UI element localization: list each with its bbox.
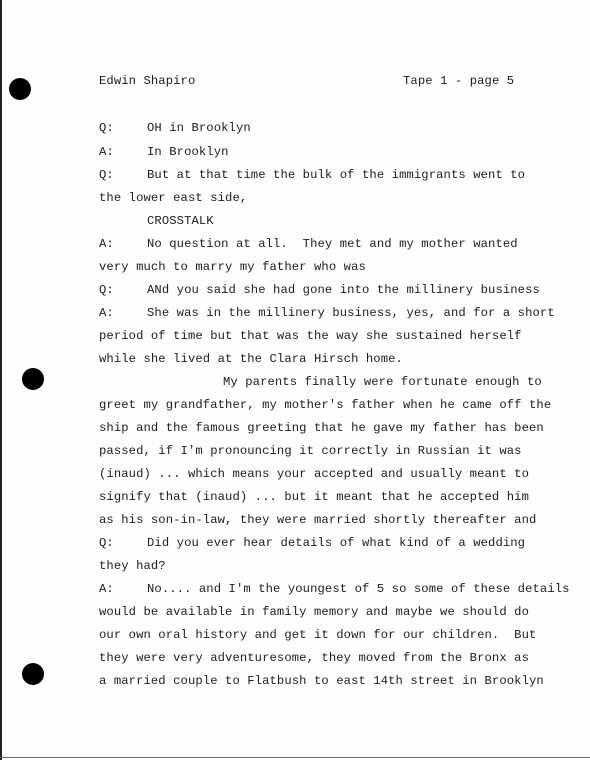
page-label: Tape 1 - page 5 [403, 74, 515, 88]
transcript-line: My parents finally were fortunate enough to [223, 375, 542, 389]
transcript-line: our own oral history and get it down for our children. But [99, 628, 537, 642]
transcript-line: they were very adventuresome, they moved from the Bronx as [99, 651, 529, 665]
speaker-label: Q: [99, 536, 114, 550]
transcript-line: passed, if I'm pronouncing it correctly in Russian it was [99, 444, 522, 458]
transcript-line: signify that (inaud) ... but it meant that he accepted him [99, 490, 529, 504]
transcript-line: a married couple to Flatbush to east 14th street in Brooklyn [99, 674, 544, 688]
transcript-line: In Brooklyn [147, 145, 229, 159]
transcript-line: period of time but that was the way she sustained herself [99, 329, 522, 343]
transcript-line: (inaud) ... which means your accepted and usually meant to [99, 467, 529, 481]
speaker-label: Q: [99, 121, 114, 135]
transcript-line: But at that time the bulk of the immigrants went to [147, 168, 526, 182]
interviewee-name: Edwin Shapiro [99, 74, 196, 88]
transcript-line: ship and the famous greeting that he gave my father has been [99, 421, 544, 435]
speaker-label: Q: [99, 168, 114, 182]
transcript-line: while she lived at the Clara Hirsch home. [99, 352, 403, 366]
speaker-label: A: [99, 237, 114, 251]
transcript-line: the lower east side, [99, 191, 248, 205]
transcript-line: as his son-in-law, they were married shortly thereafter and [99, 513, 537, 527]
speaker-label: Q: [99, 283, 114, 297]
punch-hole [9, 78, 31, 100]
transcript-line: very much to marry my father who was [99, 260, 366, 274]
transcript-line: greet my grandfather, my mother's father when he came off the [99, 398, 552, 412]
punch-hole [22, 663, 44, 685]
speaker-label: A: [99, 145, 114, 159]
speaker-label: A: [99, 306, 114, 320]
transcript-line: No.... and I'm the youngest of 5 so some of these details [147, 582, 570, 596]
crosstalk-note: CROSSTALK [147, 214, 214, 228]
page-bottom-edge [0, 757, 590, 758]
transcript-line: OH in Brooklyn [147, 121, 251, 135]
speaker-label: A: [99, 582, 114, 596]
page-left-edge [0, 0, 2, 760]
transcript-line: would be available in family memory and maybe we should do [99, 605, 529, 619]
transcript-line: they had? [99, 559, 166, 573]
transcript-line: No question at all. They met and my mother wanted [147, 237, 518, 251]
transcript-line: She was in the millinery business, yes, and for a short [147, 306, 555, 320]
transcript-line: Did you ever hear details of what kind of a wedding [147, 536, 526, 550]
transcript-line: ANd you said she had gone into the millinery business [147, 283, 540, 297]
punch-hole [22, 368, 44, 390]
